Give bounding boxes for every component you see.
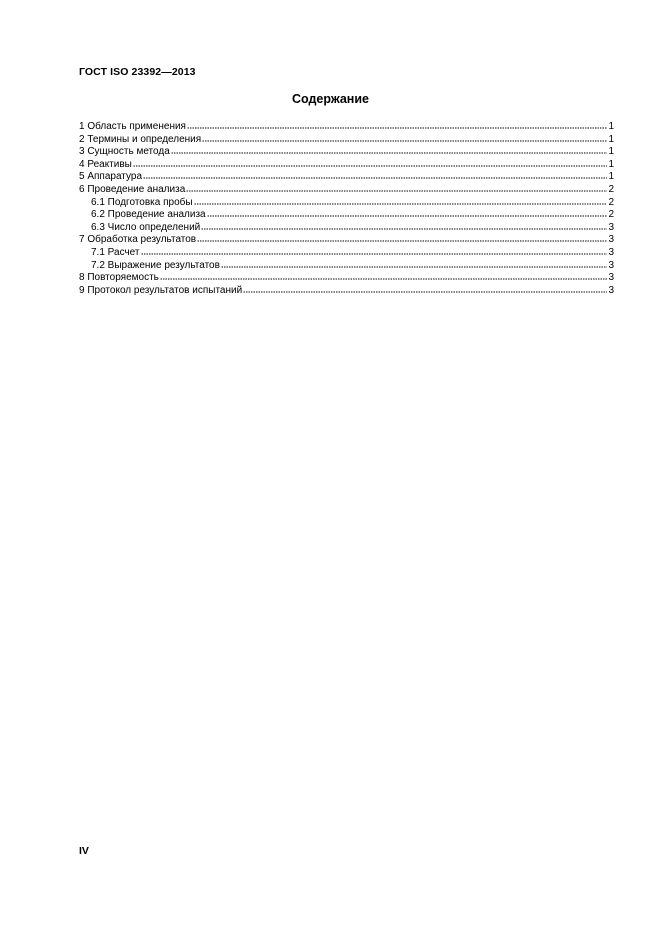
toc-item[interactable] [79, 170, 614, 183]
toc-dot-leader [221, 259, 608, 268]
toc-dot-leader [187, 120, 607, 129]
toc-item[interactable] [79, 120, 614, 133]
toc-item-page: 3 [608, 221, 614, 233]
toc-dot-leader [201, 221, 607, 230]
toc-subitem[interactable] [79, 221, 614, 234]
toc-item-page: 1 [608, 158, 614, 170]
toc-item-label: 4 Реактивы [79, 158, 132, 170]
toc-item-page: 3 [608, 259, 614, 271]
toc-item-page: 2 [608, 196, 614, 208]
toc-item[interactable] [79, 133, 614, 146]
toc-item-page: 1 [608, 171, 614, 183]
toc-dot-leader [160, 271, 608, 280]
toc-dot-leader [171, 145, 608, 154]
toc-item-page: 3 [608, 284, 614, 296]
toc-item-label: 6.2 Проведение анализа [91, 209, 206, 221]
toc-dot-leader [197, 233, 607, 242]
toc-item-page: 2 [608, 183, 614, 195]
toc-item-page: 3 [608, 234, 614, 246]
toc-item-label: 8 Повторяемость [79, 272, 159, 284]
toc-subitem[interactable] [79, 259, 614, 272]
toc-dot-leader [202, 133, 607, 142]
toc-item[interactable] [79, 233, 614, 246]
toc-item-label: 7.1 Расчет [91, 246, 140, 258]
toc-item[interactable] [79, 158, 614, 171]
toc-item-label: 2 Термины и определения [79, 133, 202, 145]
toc-list [79, 120, 614, 296]
toc-dot-leader [141, 246, 608, 255]
toc-item[interactable] [79, 271, 614, 284]
toc-item[interactable] [79, 145, 614, 158]
toc-dot-leader [207, 208, 608, 217]
toc-item[interactable] [79, 284, 614, 297]
toc-item-page: 1 [608, 146, 614, 158]
toc-item-label: 9 Протокол результатов испытаний [79, 284, 243, 296]
toc-item-label: 6.1 Подготовка пробы [91, 196, 193, 208]
toc-item[interactable] [79, 183, 614, 196]
toc-dot-leader [143, 170, 607, 179]
toc-item-label: 1 Область применения [79, 121, 186, 132]
toc-item-label: 3 Сущность метода [79, 146, 170, 158]
toc-dot-leader [186, 183, 607, 192]
toc-subitem[interactable] [79, 246, 614, 259]
toc-item-page: 3 [608, 272, 614, 284]
toc-item-label: 6.3 Число определений [91, 221, 201, 233]
toc-item-label: 6 Проведение анализа [79, 183, 186, 195]
page-number: IV [79, 845, 89, 857]
toc-subitem[interactable] [79, 208, 614, 221]
toc-item-page: 3 [608, 246, 614, 258]
toc-item-page: 2 [608, 209, 614, 221]
toc-item-label: 7 Обработка результатов [79, 234, 197, 246]
toc-dot-leader [133, 158, 608, 167]
toc-subitem[interactable] [79, 196, 614, 209]
toc-item-label: 7.2 Выражение результатов [91, 259, 220, 271]
toc-title: Содержание [291, 92, 369, 106]
toc-dot-leader [243, 284, 607, 293]
toc-item-page: 1 [608, 133, 614, 145]
toc-item-label: 5 Аппаратура [79, 171, 143, 183]
toc-dot-leader [194, 196, 608, 205]
toc-item-page: 1 [608, 121, 614, 132]
standard-id-header: ГОСТ ISO 23392—2013 [79, 66, 196, 78]
